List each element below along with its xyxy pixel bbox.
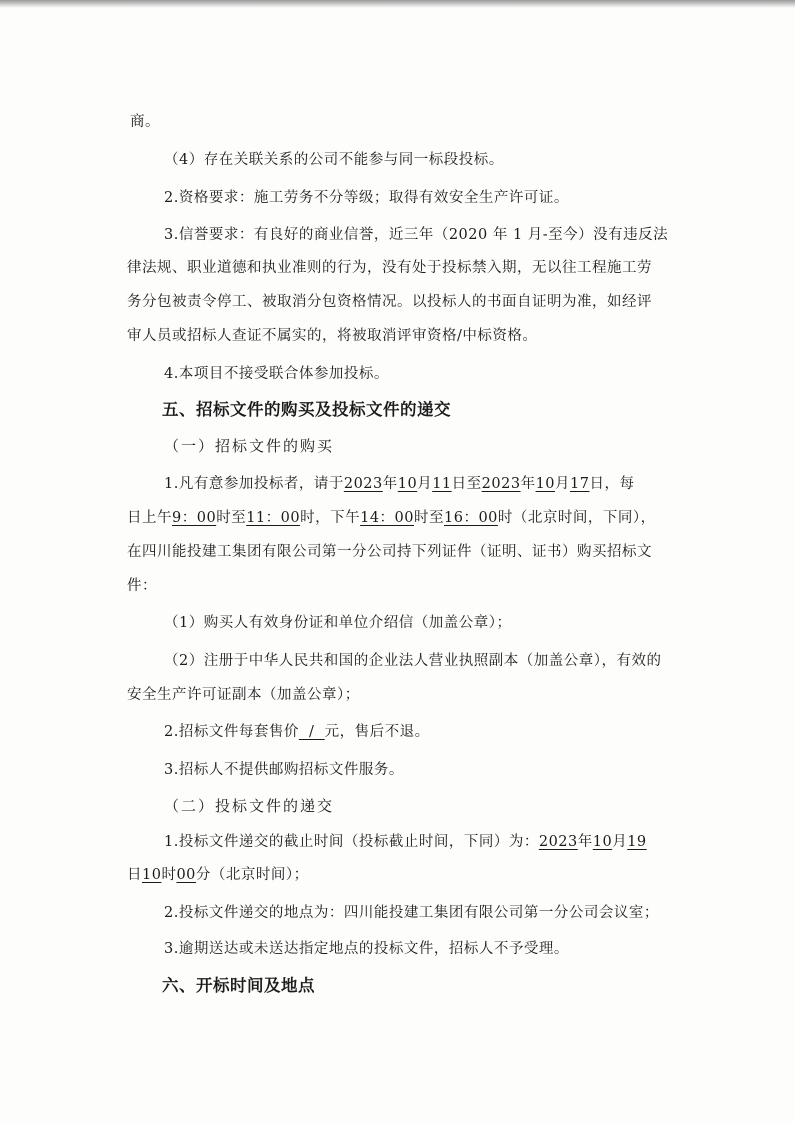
date-fill: 10: [397, 476, 418, 492]
date-fill: 2023: [538, 834, 578, 850]
text-segment: 日至: [451, 476, 482, 492]
text-line: 3.招标人不提供邮购招标文件服务。: [164, 762, 404, 778]
time-fill: 00: [176, 867, 196, 883]
section-heading: 六、开标时间及地点: [162, 976, 315, 995]
text-segment: 时（北京时间，下同），: [497, 510, 656, 526]
text-line: [164, 474, 634, 494]
text-segment: 月: [417, 476, 433, 492]
text-segment: 年: [520, 476, 536, 492]
text-segment: 1.凡有意参加投标者，请于: [164, 476, 344, 492]
price-fill: /: [298, 724, 325, 740]
text-line: [127, 508, 656, 528]
text-segment: 月: [555, 476, 571, 492]
text-line: 律法规、职业道德和执业准则的行为，没有处于投标禁入期，无以往工程施工劳: [127, 260, 652, 276]
text-line: （4）存在关联关系的公司不能参与同一标段投标。: [164, 152, 504, 168]
time-fill: 14：00: [360, 510, 414, 526]
text-line: 务分包被责令停工、被取消分包资格情况。以投标人的书面自证明为准，如经评: [127, 294, 652, 310]
time-fill: 9：00: [172, 510, 217, 526]
text-line: （1）购买人有效身份证和单位介绍信（加盖公章）；: [164, 615, 512, 631]
text-segment: 时至: [414, 510, 444, 526]
text-segment: 时: [161, 867, 177, 883]
text-line: 商。: [130, 114, 160, 130]
text-line: 在四川能投建工集团有限公司第一分公司持下列证件（证明、证书）购买招标文: [127, 544, 652, 560]
text-segment: 时至: [216, 510, 247, 526]
subsection-heading: （二）投标文件的递交: [164, 797, 335, 815]
text-segment: 2.招标文件每套售价: [164, 724, 299, 740]
text-segment: 年: [382, 476, 398, 492]
text-line: 3.逾期送达或未送达指定地点的投标文件，招标人不予受理。: [164, 941, 569, 957]
date-fill: 2023: [481, 476, 521, 492]
text-line: 安全生产许可证副本（加盖公章）；: [127, 687, 360, 703]
text-line: （2）注册于中华人民共和国的企业法人营业执照副本（加盖公章），有效的: [164, 653, 662, 669]
text-line: [127, 865, 309, 885]
date-fill: 2023: [343, 476, 383, 492]
section-heading: 五、招标文件的购买及投标文件的递交: [162, 400, 451, 419]
time-fill: 10: [142, 867, 162, 883]
text-line: 2.投标文件递交的地点为：四川能投建工集团有限公司第一分公司会议室；: [164, 905, 659, 921]
text-segment: 日上午: [127, 510, 172, 526]
date-fill: 19: [627, 834, 647, 850]
text-segment: 1.投标文件递交的截止时间（投标截止时间，下同）为：: [164, 834, 539, 850]
subsection-heading: （一）招标文件的购买: [164, 437, 335, 455]
date-fill: 17: [570, 476, 590, 492]
text-line: [164, 832, 647, 852]
text-segment: 日，每: [589, 476, 635, 492]
text-segment: 月: [612, 834, 628, 850]
time-fill: 16：00: [444, 510, 498, 526]
time-fill: 11：00: [246, 510, 301, 526]
text-line: 4.本项目不接受联合体参加投标。: [164, 366, 389, 382]
text-line: 审人员或招标人查证不属实的，将被取消评审资格/中标资格。: [127, 328, 538, 344]
text-line: 件：: [127, 578, 157, 594]
text-line: 3.信誉要求：有良好的商业信誉，近三年（2020 年 1 月-至今）没有违反法: [164, 227, 669, 243]
text-line: 2.资格要求：施工劳务不分等级；取得有效安全生产许可证。: [164, 190, 569, 206]
text-line: [164, 722, 430, 742]
text-segment: 分（北京时间）；: [195, 867, 309, 883]
date-fill: 10: [592, 834, 613, 850]
scan-edge: [0, 0, 795, 8]
text-segment: 年: [577, 834, 593, 850]
date-fill: 10: [535, 476, 556, 492]
text-segment: 元，售后不退。: [324, 724, 430, 740]
text-segment: 日: [127, 867, 142, 883]
text-segment: 时，下午: [300, 510, 361, 526]
date-fill: 11: [432, 476, 452, 492]
